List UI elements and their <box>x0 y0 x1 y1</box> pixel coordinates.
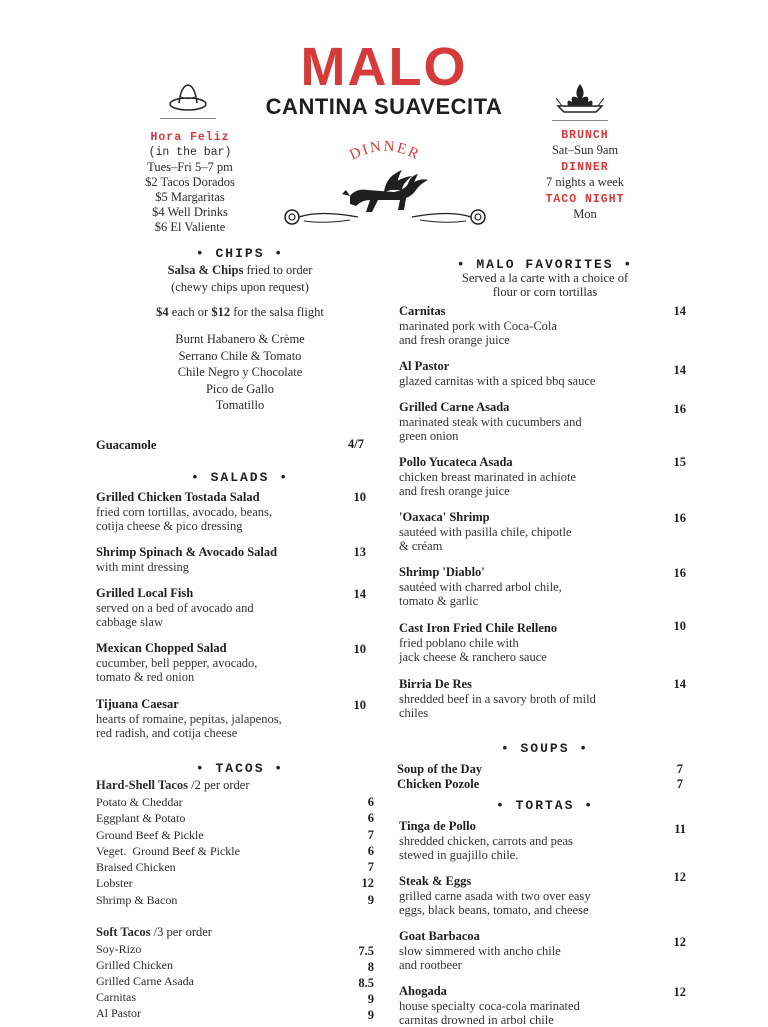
item-name: Tijuana Caesar <box>96 697 179 711</box>
taco-night-time: Mon <box>573 207 597 221</box>
item-desc: hearts of romaine, pepitas, jalapenos, <box>96 712 282 726</box>
dinner-label: DINNER <box>561 161 609 174</box>
item-desc: fried corn tortillas, avocado, beans, <box>96 505 272 519</box>
favorites-intro-line: Served a la carte with a choice of <box>461 271 629 285</box>
menu-item <box>399 929 669 972</box>
item-desc: and rootbeer <box>399 958 462 972</box>
salsa-item: Serrano Chile & Tomato <box>178 348 302 363</box>
item-desc: glazed carnitas with a spiced bbq sauce <box>399 374 596 388</box>
item-price: 10 <box>353 642 366 656</box>
item-desc: sautéed with pasilla chile, chipotle <box>399 525 572 539</box>
item-desc: & créam <box>399 539 443 553</box>
item-desc: sautéed with charred arbol chile, <box>399 580 562 594</box>
taco-name: Potato & Cheddar <box>96 795 183 809</box>
salsa-flight-text2: for the salsa flight <box>230 305 324 319</box>
happy-hour-subtitle: (in the bar) <box>148 146 232 159</box>
item-price: 12 <box>673 870 686 884</box>
taco-name: Lobster <box>96 876 133 890</box>
item-name: Birria De Res <box>399 677 472 691</box>
item-name: Mexican Chopped Salad <box>96 641 227 655</box>
salsa-chips-name: Salsa & Chips <box>167 263 244 277</box>
taco-row <box>96 957 376 973</box>
soup-price: 7 <box>676 777 683 791</box>
item-desc: carnitas drowned in arbol chile <box>399 1013 554 1027</box>
taco-row <box>96 973 376 989</box>
taco-row <box>96 794 376 810</box>
item-name: Goat Barbacoa <box>399 929 480 943</box>
brunch-time: Sat–Sun 9am <box>551 143 619 157</box>
item-price: 14 <box>673 363 686 377</box>
soft-taco-label: Soft Tacos <box>96 925 151 939</box>
taco-row <box>96 1005 376 1021</box>
dinner-time: 7 nights a week <box>545 175 625 189</box>
item-desc: eggs, black beans, tomato, and cheese <box>399 903 589 917</box>
taco-name: Grilled Carne Asada <box>96 974 194 988</box>
item-desc: tomato & garlic <box>399 594 479 608</box>
logo-title: MALO <box>300 37 468 97</box>
tacos-section-title: • TACOS • <box>195 761 285 776</box>
happy-hour-line: Tues–Fri 5–7 pm <box>147 160 233 174</box>
item-desc: red radish, and cotija cheese <box>96 726 238 740</box>
hard-shell-header <box>96 778 249 792</box>
menu-item <box>96 545 376 574</box>
brunch-label: BRUNCH <box>561 129 609 142</box>
item-name: Shrimp Spinach & Avocado Salad <box>96 545 278 559</box>
item-desc: chiles <box>399 706 429 720</box>
item-price: 12 <box>673 985 686 999</box>
item-desc: marinated steak with cucumbers and <box>399 415 582 429</box>
menu-item <box>96 490 376 533</box>
item-name: 'Oaxaca' Shrimp <box>399 510 490 524</box>
item-name: Tinga de Pollo <box>399 819 476 833</box>
menu-item <box>399 621 669 664</box>
menu-item <box>96 697 376 740</box>
chips-note: (chewy chips upon request) <box>171 279 309 294</box>
favorites-intro <box>400 271 690 299</box>
taco-row <box>96 810 376 826</box>
happy-hour-info <box>110 130 270 235</box>
taco-name: Eggplant & Potato <box>96 811 186 825</box>
item-price: 15 <box>673 455 686 469</box>
salsa-chips-note: fried to order <box>243 263 313 277</box>
soup-price: 7 <box>676 762 683 776</box>
taco-row <box>96 875 376 891</box>
salsa-item: Burnt Habanero & Crème <box>175 332 305 346</box>
item-name: Grilled Carne Asada <box>399 400 510 414</box>
taco-name: Veget. Ground Beef & Pickle <box>96 844 240 858</box>
item-price: 11 <box>674 822 686 836</box>
salads-section-title: • SALADS • <box>190 470 289 485</box>
soups-section-title: • SOUPS • <box>500 741 590 756</box>
happy-hour-line: $5 Margaritas <box>155 190 225 204</box>
salsa-flight-price <box>90 304 390 321</box>
taco-price: 8 <box>367 960 374 974</box>
item-desc: and fresh orange juice <box>399 484 510 498</box>
item-price: 10 <box>353 698 366 712</box>
item-desc: cotija cheese & pico dressing <box>96 519 243 533</box>
menu-item <box>399 400 669 443</box>
salsa-item: Tomatillo <box>215 398 265 412</box>
item-desc: chicken breast marinated in achiote <box>399 470 577 484</box>
item-desc: cucumber, bell pepper, avocado, <box>96 656 258 670</box>
taco-price: 9 <box>367 992 374 1006</box>
soup-name: Soup of the Day <box>397 762 483 776</box>
taco-price: 7 <box>367 828 374 842</box>
chips-section-title: • CHIPS • <box>195 246 285 261</box>
guacamole-price: 4/7 <box>348 437 364 451</box>
hours-info <box>510 128 660 222</box>
item-desc: shredded chicken, carrots and peas <box>399 834 573 848</box>
favorites-section-title: • MALO FAVORITES • <box>456 257 634 272</box>
taco-price: 9 <box>367 1008 374 1022</box>
item-desc: green onion <box>399 429 459 443</box>
menu-item <box>96 641 376 684</box>
menu-item <box>96 586 376 629</box>
taco-price: 6 <box>367 811 374 825</box>
sombrero-icon <box>168 80 208 114</box>
item-desc: grilled carne asada with two over easy <box>399 889 591 903</box>
ornament-swirl-left <box>280 206 360 228</box>
item-price: 13 <box>353 545 366 559</box>
chips-description <box>100 262 380 295</box>
item-price: 10 <box>673 619 686 633</box>
item-name: Cast Iron Fried Chile Relleno <box>399 621 558 635</box>
taco-row <box>96 892 376 908</box>
taco-price: 7 <box>367 860 374 874</box>
item-desc: fried poblano chile with <box>399 636 519 650</box>
item-name: Grilled Local Fish <box>96 586 194 600</box>
taco-row <box>96 941 376 957</box>
item-price: 10 <box>353 490 366 504</box>
item-desc: marinated pork with Coca-Cola <box>399 319 557 333</box>
taco-row <box>96 859 376 875</box>
soup-name: Chicken Pozole <box>397 777 480 791</box>
menu-item <box>399 455 669 498</box>
salsa-item: Chile Negro y Chocolate <box>177 365 303 379</box>
item-name: Carnitas <box>399 304 446 318</box>
taco-price: 6 <box>367 795 374 809</box>
guacamole-name: Guacamole <box>96 438 157 452</box>
item-desc: served on a bed of avocado and <box>96 601 254 615</box>
salsa-list <box>100 331 380 414</box>
taco-price: 6 <box>367 844 374 858</box>
taco-name: Braised Chicken <box>96 860 176 874</box>
divider-right <box>552 120 608 121</box>
item-price: 12 <box>673 935 686 949</box>
ornament-swirl-right <box>410 206 490 228</box>
item-desc: slow simmered with ancho chile <box>399 944 561 958</box>
menu-item <box>399 677 669 720</box>
item-name: Grilled Chicken Tostada Salad <box>96 490 260 504</box>
happy-hour-line: $6 El Valiente <box>154 220 226 234</box>
item-name: Pollo Yucateca Asada <box>399 455 513 469</box>
item-price: 16 <box>673 566 686 580</box>
taco-name: Carnitas <box>96 990 136 1004</box>
hard-shell-note: /2 per order <box>188 778 250 792</box>
item-name: Steak & Eggs <box>399 874 472 888</box>
item-desc: jack cheese & ranchero sauce <box>399 650 547 664</box>
taco-row <box>96 827 376 843</box>
item-desc: with mint dressing <box>96 560 190 574</box>
taco-name: Ground Beef & Pickle <box>96 828 204 842</box>
menu-item <box>399 819 669 862</box>
svg-text:DINNER: DINNER <box>347 138 423 164</box>
salsa-flight-text: each or <box>168 305 212 319</box>
fire-pit-icon <box>552 80 608 116</box>
menu-item <box>399 510 669 553</box>
taco-price: 12 <box>361 876 374 890</box>
divider-left <box>160 118 216 119</box>
menu-item <box>399 304 669 347</box>
taco-price: 9 <box>367 893 374 907</box>
menu-item <box>399 359 669 388</box>
happy-hour-title: Hora Feliz <box>150 131 230 144</box>
menu-item <box>399 565 669 608</box>
item-desc: house specialty coca-cola marinated <box>399 999 580 1013</box>
happy-hour-line: $4 Well Drinks <box>152 205 228 219</box>
item-name: Al Pastor <box>399 359 450 373</box>
hard-shell-label: Hard-Shell Tacos <box>96 778 189 792</box>
item-price: 16 <box>673 402 686 416</box>
taco-name: Grilled Chicken <box>96 958 173 972</box>
salsa-each-price: $4 <box>156 305 169 319</box>
tortas-section-title: • TORTAS • <box>495 798 594 813</box>
item-name: Shrimp 'Diablo' <box>399 565 485 579</box>
soft-taco-header <box>96 925 212 939</box>
favorites-intro-line: flour or corn tortillas <box>492 285 598 299</box>
salsa-item: Pico de Gallo <box>205 381 275 396</box>
menu-item <box>399 984 669 1027</box>
taco-name: Shrimp & Bacon <box>96 893 178 907</box>
taco-name: Al Pastor <box>96 1006 141 1020</box>
item-desc: and fresh orange juice <box>399 333 510 347</box>
item-desc: shredded beef in a savory broth of mild <box>399 692 596 706</box>
taco-night-label: TACO NIGHT <box>545 193 625 206</box>
taco-row <box>96 843 376 859</box>
taco-price: 8.5 <box>358 976 374 990</box>
item-price: 16 <box>673 511 686 525</box>
salsa-flight-total: $12 <box>211 305 231 319</box>
taco-price: 7.5 <box>358 944 374 958</box>
item-price: 14 <box>353 587 366 601</box>
taco-name: Soy-Rizo <box>96 942 142 956</box>
item-name: Ahogada <box>399 984 447 998</box>
item-desc: stewed in guajillo chile. <box>399 848 519 862</box>
item-desc: tomato & red onion <box>96 670 195 684</box>
item-price: 14 <box>673 677 686 691</box>
item-desc: cabbage slaw <box>96 615 163 629</box>
happy-hour-line: $2 Tacos Dorados <box>145 175 235 189</box>
logo-subtitle: CANTINA SUAVECITA <box>265 94 503 119</box>
taco-row <box>96 989 376 1005</box>
soft-taco-note: /3 per order <box>150 925 212 939</box>
item-price: 14 <box>673 304 686 318</box>
menu-item <box>399 874 669 917</box>
